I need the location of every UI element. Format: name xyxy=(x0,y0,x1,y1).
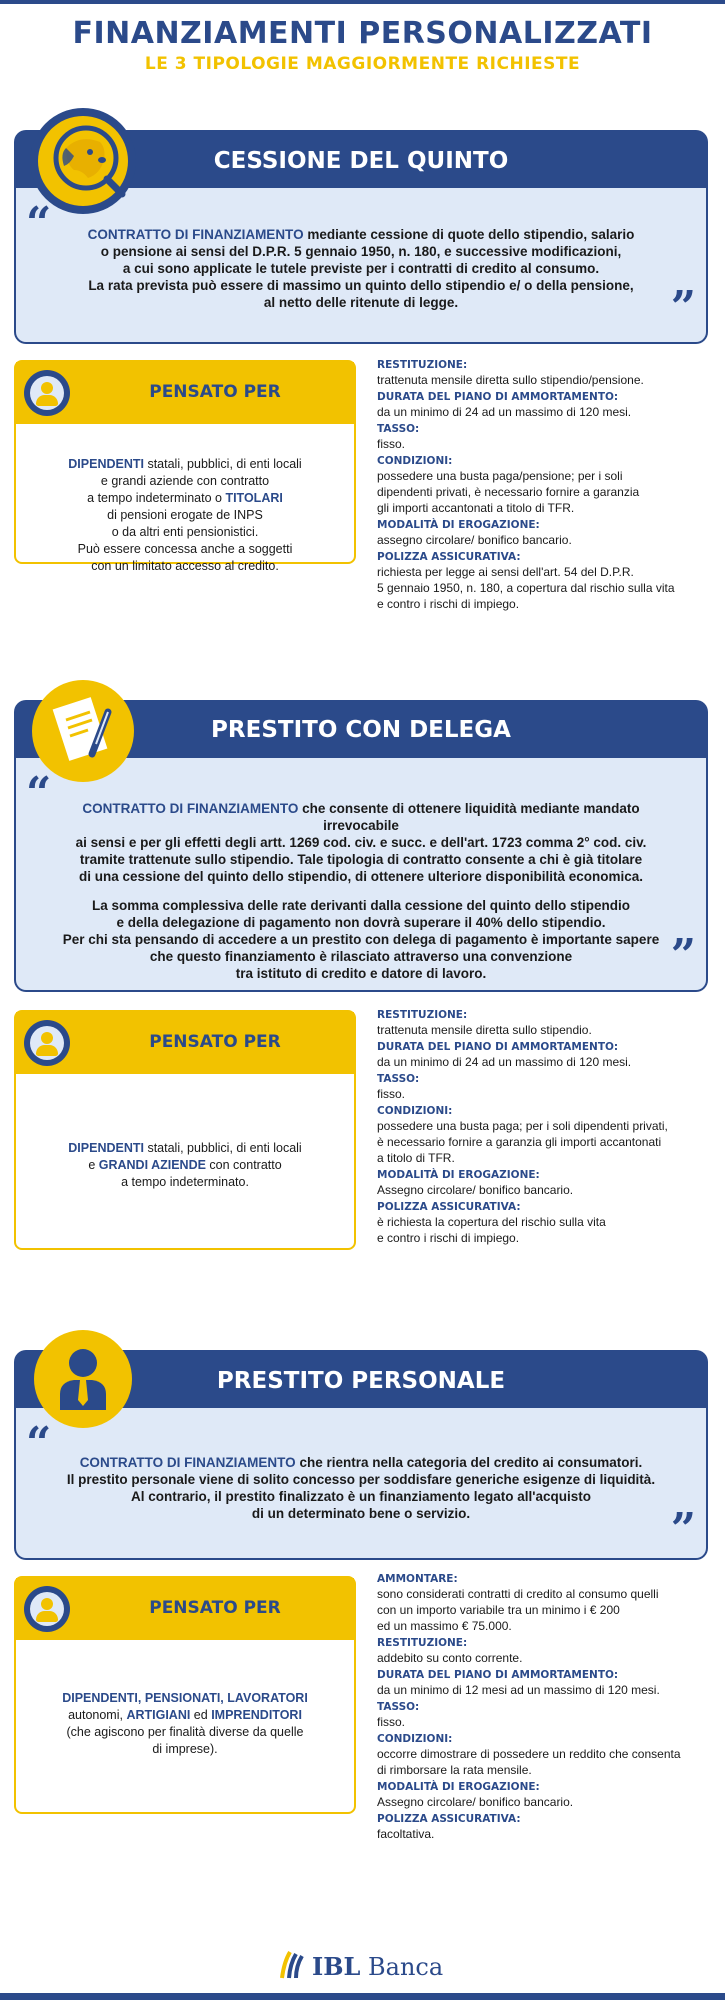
body-text: La rata prevista può essere di massimo un quinto dello stipendio e/ o della pensione, xyxy=(88,278,634,293)
text-line xyxy=(46,931,676,948)
detail-value-line: ed un massimo € 75.000. xyxy=(377,1619,512,1633)
quote-open-icon: “ xyxy=(26,1418,52,1469)
page-title: FINANZIAMENTI PERSONALIZZATI xyxy=(72,16,653,51)
detail-value-line: è necessario fornire a garanzia gli importi accantonati xyxy=(377,1135,662,1149)
body-text: tra istituto di credito e datore di lavoro. xyxy=(235,966,487,981)
body-text: o pensione ai sensi del D.P.R. 5 gennaio 1950, n. 180, e successive modificazioni, xyxy=(100,244,622,259)
detail-value xyxy=(377,1054,717,1070)
detail-value-line: da un minimo di 24 ad un massimo di 120 mesi. xyxy=(377,405,632,419)
quote-text xyxy=(56,226,666,311)
text-line xyxy=(16,1174,354,1191)
text-line xyxy=(16,507,354,524)
detail-value xyxy=(377,532,717,548)
text-line xyxy=(16,1724,354,1741)
detail-value-line: da un minimo di 12 mesi ad un massimo di 120 mesi. xyxy=(377,1683,660,1697)
section-title: PRESTITO PERSONALE xyxy=(216,1368,506,1394)
detail-value-line: dipendenti privati, è necessario fornire a garanzia xyxy=(377,485,640,499)
detail-value xyxy=(377,1650,717,1666)
detail-value-line: richiesta per legge ai sensi dell'art. 54 del D.P.R. xyxy=(377,565,634,579)
body-text: con un limitato accesso al credito. xyxy=(91,559,279,573)
body-text: e xyxy=(88,1158,99,1172)
detail-value xyxy=(377,1826,717,1842)
body-text: tramite trattenute sullo stipendio. Tale tipologia di contratto consente a chi è già titolare xyxy=(79,852,643,867)
highlight-text: CONTRATTO DI FINANZIAMENTO xyxy=(79,1455,296,1470)
detail-value xyxy=(377,404,717,420)
detail-value-line: facoltativa. xyxy=(377,1827,435,1841)
detail-label: MODALITÀ DI EROGAZIONE: xyxy=(377,1169,540,1181)
text-line xyxy=(46,851,676,868)
pensato-per-label: PENSATO PER xyxy=(149,1032,281,1052)
text-line xyxy=(46,897,676,914)
text-line xyxy=(56,294,666,311)
detail-value-line: e contro i rischi di impiego. xyxy=(377,597,520,611)
body-text: ed xyxy=(190,1708,212,1722)
text-line xyxy=(16,490,354,507)
text-line xyxy=(46,885,676,897)
body-text: di un determinato bene o servizio. xyxy=(251,1506,471,1521)
text-line xyxy=(16,456,354,473)
detail-label: DURATA DEL PIANO DI AMMORTAMENTO: xyxy=(377,1041,619,1053)
pensato-per-box xyxy=(14,1010,356,1250)
detail-value-line: assegno circolare/ bonifico bancario. xyxy=(377,533,572,547)
body-text: a tempo indeterminato o xyxy=(87,491,226,505)
logo-mark-icon xyxy=(278,1950,306,1980)
detail-value xyxy=(377,1714,717,1730)
detail-value xyxy=(377,564,717,612)
detail-value-line: con un importo variabile tra un minimo i € 200 xyxy=(377,1603,620,1617)
text-line xyxy=(46,834,676,851)
detail-value-line: occorre dimostrare di possedere un reddito che consenta xyxy=(377,1747,681,1761)
text-line xyxy=(16,1690,354,1707)
detail-label: TASSO: xyxy=(377,423,420,435)
text-line xyxy=(56,1505,666,1522)
body-text: di imprese). xyxy=(152,1742,218,1756)
pensato-per-text xyxy=(16,1140,354,1191)
detail-value-line: da un minimo di 24 ad un massimo di 120 mesi. xyxy=(377,1055,632,1069)
highlight-text: DIPENDENTI xyxy=(68,1141,144,1155)
detail-value-line: sono considerati contratti di credito al consumo quelli xyxy=(377,1587,659,1601)
detail-label: AMMONTARE: xyxy=(377,1573,458,1585)
detail-label: DURATA DEL PIANO DI AMMORTAMENTO: xyxy=(377,391,619,403)
text-line xyxy=(46,965,676,982)
detail-label: TASSO: xyxy=(377,1701,420,1713)
detail-label: RESTITUZIONE: xyxy=(377,1009,468,1021)
detail-value xyxy=(377,1022,717,1038)
text-line xyxy=(16,473,354,490)
details-list xyxy=(377,1008,717,1248)
detail-label: TASSO: xyxy=(377,1073,420,1085)
highlight-text: DIPENDENTI, PENSIONATI, LAVORATORI xyxy=(62,1691,308,1705)
detail-value-line: fisso. xyxy=(377,1715,406,1729)
detail-value-line: a titolo di TFR. xyxy=(377,1151,455,1165)
quote-close-icon: ” xyxy=(670,282,696,333)
text-line xyxy=(16,1157,354,1174)
body-text: e della delegazione di pagamento non dovrà superare il 40% dello stipendio. xyxy=(116,915,606,930)
body-text: ai sensi e per gli effetti degli artt. 1269 cod. civ. e succ. e dell'art. 1723 comma 2° cod. civ. xyxy=(75,835,647,850)
highlight-text: CONTRATTO DI FINANZIAMENTO xyxy=(87,227,304,242)
detail-value-line: è richiesta la copertura del rischio sulla vita xyxy=(377,1215,606,1229)
body-text: e grandi aziende con contratto xyxy=(100,474,270,488)
text-line xyxy=(16,541,354,558)
highlight-text: ARTIGIANI xyxy=(126,1708,191,1722)
detail-value-line: fisso. xyxy=(377,437,406,451)
detail-value-line: gli importi accantonati a titolo di TFR. xyxy=(377,501,575,515)
body-text: di una cessione del quinto dello stipendio, di ottenere ulteriore disponibilità economica. xyxy=(78,869,644,884)
detail-label: POLIZZA ASSICURATIVA: xyxy=(377,551,521,563)
detail-value-line: trattenuta mensile diretta sullo stipendio/pensione. xyxy=(377,373,644,387)
text-line xyxy=(46,800,676,834)
highlight-text: TITOLARI xyxy=(225,491,283,505)
detail-value xyxy=(377,468,717,516)
highlight-text: DIPENDENTI xyxy=(68,457,144,471)
quote-text xyxy=(46,800,676,982)
text-line xyxy=(56,1488,666,1505)
quote-close-icon: ” xyxy=(670,1504,696,1555)
detail-label: CONDIZIONI: xyxy=(377,455,453,467)
body-text: a tempo indeterminato. xyxy=(121,1175,249,1189)
dog-magnifier-icon xyxy=(30,108,136,214)
detail-value-line: Assegno circolare/ bonifico bancario. xyxy=(377,1183,574,1197)
page-subtitle: LE 3 TIPOLOGIE MAGGIORMENTE RICHIESTE xyxy=(144,54,581,74)
detail-value-line: possedere una busta paga/pensione; per i soli xyxy=(377,469,623,483)
body-text: di pensioni erogate de INPS xyxy=(107,508,263,522)
text-line xyxy=(56,260,666,277)
text-line xyxy=(46,914,676,931)
detail-value-line: e contro i rischi di impiego. xyxy=(377,1231,520,1245)
detail-value xyxy=(377,1794,717,1810)
detail-label: MODALITÀ DI EROGAZIONE: xyxy=(377,1781,540,1793)
body-text: Può essere concessa anche a soggetti xyxy=(77,542,293,556)
user-search-icon xyxy=(24,370,70,416)
detail-value xyxy=(377,1586,717,1634)
section-title: PRESTITO CON DELEGA xyxy=(211,717,511,743)
detail-label: RESTITUZIONE: xyxy=(377,359,468,371)
pensato-per-box xyxy=(14,1576,356,1814)
detail-value xyxy=(377,1182,717,1198)
body-text: La somma complessiva delle rate derivanti dalla cessione del quinto dello stipendio xyxy=(92,898,630,913)
ibl-banca-logo xyxy=(274,1946,454,1986)
detail-value xyxy=(377,372,717,388)
pensato-per-text xyxy=(16,1690,354,1758)
body-text: autonomi, xyxy=(68,1708,127,1722)
text-line xyxy=(56,226,666,243)
highlight-text: IMPRENDITORI xyxy=(211,1708,302,1722)
detail-label: POLIZZA ASSICURATIVA: xyxy=(377,1813,521,1825)
detail-value-line: addebito su conto corrente. xyxy=(377,1651,523,1665)
detail-label: DURATA DEL PIANO DI AMMORTAMENTO: xyxy=(377,1669,619,1681)
pensato-per-box xyxy=(14,360,356,573)
detail-value-line: 5 gennaio 1950, n. 180, a copertura dal rischio sulla vita xyxy=(377,581,675,595)
body-text: Per chi sta pensando di accedere a un prestito con delega di pagamento è importante sapere xyxy=(62,932,660,947)
text-line xyxy=(16,1140,354,1157)
body-text: Il prestito personale viene di solito concesso per soddisfare generiche esigenze di liquidità. xyxy=(66,1472,656,1487)
user-search-icon xyxy=(24,1586,70,1632)
detail-label: CONDIZIONI: xyxy=(377,1733,453,1745)
quote-close-icon: ” xyxy=(670,930,696,981)
body-text: Al contrario, il prestito finalizzato è un finanziamento legato all'acquisto xyxy=(130,1489,591,1504)
detail-value xyxy=(377,1746,717,1778)
highlight-text: CONTRATTO DI FINANZIAMENTO xyxy=(82,801,299,816)
pensato-per-label: PENSATO PER xyxy=(149,382,281,402)
detail-label: POLIZZA ASSICURATIVA: xyxy=(377,1201,521,1213)
document-pen-icon xyxy=(32,680,134,782)
text-line xyxy=(16,1741,354,1758)
body-text: al netto delle ritenute di legge. xyxy=(263,295,459,310)
quote-open-icon: “ xyxy=(26,198,52,249)
body-text: statali, pubblici, di enti locali xyxy=(143,457,302,471)
body-text: che questo finanziamento è rilasciato attraverso una convenzione xyxy=(149,949,573,964)
text-line xyxy=(56,1471,666,1488)
body-text: che consente di ottenere liquidità mediante mandato irrevocabile xyxy=(298,801,640,833)
quote-box xyxy=(14,758,708,992)
detail-value xyxy=(377,436,717,452)
text-line xyxy=(56,1454,666,1471)
detail-value xyxy=(377,1682,717,1698)
detail-value-line: Assegno circolare/ bonifico bancario. xyxy=(377,1795,574,1809)
quote-open-icon: “ xyxy=(26,768,52,819)
text-line xyxy=(56,243,666,260)
detail-value-line: di rimborsare la rata mensile. xyxy=(377,1763,532,1777)
quote-box xyxy=(14,1408,708,1560)
text-line xyxy=(16,524,354,541)
pensato-per-label: PENSATO PER xyxy=(149,1598,281,1618)
body-text: (che agiscono per finalità diverse da quelle xyxy=(66,1725,304,1739)
detail-value xyxy=(377,1118,717,1166)
body-text: con contratto xyxy=(205,1158,282,1172)
text-line xyxy=(16,558,354,575)
text-line xyxy=(46,948,676,965)
quote-text xyxy=(56,1454,666,1522)
detail-label: MODALITÀ DI EROGAZIONE: xyxy=(377,519,540,531)
body-text: mediante cessione di quote dello stipendio, salario xyxy=(303,227,635,242)
detail-value-line: fisso. xyxy=(377,1087,406,1101)
detail-value xyxy=(377,1214,717,1246)
body-text: o da altri enti pensionistici. xyxy=(111,525,259,539)
detail-value-line: trattenuta mensile diretta sullo stipendio. xyxy=(377,1023,592,1037)
bottom-bar xyxy=(0,1993,725,2000)
logo-text: IBL Banca xyxy=(312,1952,444,1981)
body-text: a cui sono applicate le tutele previste per i contratti di credito al consumo. xyxy=(122,261,600,276)
details-list xyxy=(377,1572,717,1844)
details-list xyxy=(377,358,717,614)
person-tie-icon xyxy=(34,1330,132,1428)
detail-value-line: possedere una busta paga; per i soli dipendenti privati, xyxy=(377,1119,668,1133)
body-text: che rientra nella categoria del credito ai consumatori. xyxy=(295,1455,643,1470)
text-line xyxy=(16,1707,354,1724)
body-text: statali, pubblici, di enti locali xyxy=(143,1141,302,1155)
section-title: CESSIONE DEL QUINTO xyxy=(213,148,509,174)
detail-value xyxy=(377,1086,717,1102)
top-bar xyxy=(0,0,725,4)
detail-label: RESTITUZIONE: xyxy=(377,1637,468,1649)
pensato-per-text xyxy=(16,456,354,575)
user-search-icon xyxy=(24,1020,70,1066)
text-line xyxy=(46,868,676,885)
text-line xyxy=(56,277,666,294)
detail-label: CONDIZIONI: xyxy=(377,1105,453,1117)
highlight-text: GRANDI AZIENDE xyxy=(98,1158,206,1172)
